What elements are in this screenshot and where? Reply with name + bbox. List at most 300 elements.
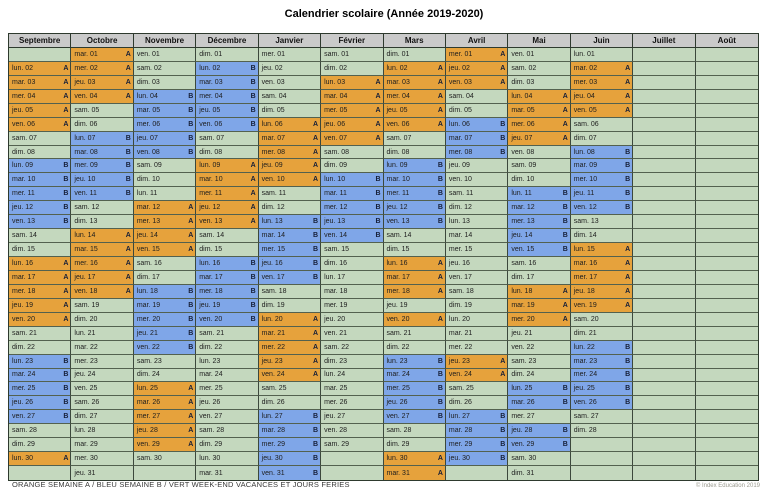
- day-label: dim. 14: [573, 232, 597, 240]
- day-cell: [321, 132, 383, 146]
- day-label: mar. 15: [74, 246, 98, 254]
- day-label: ven. 25: [74, 385, 98, 393]
- week-letter: A: [188, 427, 194, 435]
- day-cell: [384, 215, 446, 229]
- day-label: mar. 12: [511, 204, 535, 212]
- day-label: dim. 12: [261, 204, 285, 212]
- week-letter: A: [500, 64, 506, 72]
- day-cell: [259, 452, 321, 466]
- day-label: mer. 13: [511, 218, 535, 226]
- day-cell: [71, 424, 133, 438]
- day-cell: [508, 48, 570, 62]
- day-cell: [71, 48, 133, 62]
- day-cell: [9, 355, 71, 369]
- week-letter: B: [625, 204, 631, 212]
- day-label: dim. 29: [386, 441, 410, 449]
- day-label: mer. 11: [386, 190, 410, 198]
- week-letter: B: [437, 385, 443, 393]
- day-cell: [9, 243, 71, 257]
- day-cell: [696, 90, 758, 104]
- day-cell: [571, 410, 633, 424]
- day-label: ven. 17: [448, 273, 472, 281]
- day-label: jeu. 07: [136, 134, 158, 142]
- day-label: sam. 06: [573, 120, 599, 128]
- day-cell: [696, 187, 758, 201]
- day-cell: [696, 215, 758, 229]
- day-cell: [446, 438, 508, 452]
- day-cell: [384, 369, 446, 383]
- day-label: jeu. 16: [261, 259, 283, 267]
- day-label: dim. 17: [511, 273, 535, 281]
- week-letter: B: [313, 232, 319, 240]
- day-label: ven. 13: [199, 218, 223, 226]
- day-cell: [446, 410, 508, 424]
- day-cell: [384, 285, 446, 299]
- day-cell: [196, 90, 258, 104]
- day-label: jeu. 06: [324, 120, 346, 128]
- week-letter: B: [562, 232, 568, 240]
- week-letter: B: [562, 190, 568, 198]
- day-label: dim. 03: [511, 78, 535, 86]
- day-cell: [71, 132, 133, 146]
- day-cell: [71, 159, 133, 173]
- month-header-janvier: Janvier: [259, 34, 321, 48]
- day-cell: [508, 201, 570, 215]
- day-label: jeu. 14: [136, 232, 158, 240]
- day-label: mar. 10: [386, 176, 410, 184]
- day-label: ven. 22: [136, 343, 160, 351]
- day-label: ven. 22: [511, 343, 535, 351]
- day-label: lun. 24: [324, 371, 346, 379]
- day-cell: [384, 146, 446, 160]
- day-cell: [384, 452, 446, 466]
- day-cell: [696, 229, 758, 243]
- day-cell: [571, 201, 633, 215]
- week-letter: A: [188, 204, 194, 212]
- day-label: dim. 28: [573, 427, 597, 435]
- day-label: jeu. 11: [573, 190, 595, 198]
- day-label: ven. 13: [12, 218, 35, 226]
- day-label: dim. 24: [136, 371, 160, 379]
- day-cell: [134, 327, 196, 341]
- day-cell: [259, 62, 321, 76]
- week-letter: A: [188, 385, 194, 393]
- day-cell: [633, 424, 695, 438]
- day-cell: [196, 215, 258, 229]
- day-cell: [384, 341, 446, 355]
- day-cell: [259, 257, 321, 271]
- day-label: sam. 23: [511, 357, 537, 365]
- day-cell: [196, 271, 258, 285]
- day-label: jeu. 30: [448, 455, 470, 463]
- week-letter: A: [250, 162, 256, 170]
- day-label: lun. 23: [12, 357, 34, 365]
- day-cell: [633, 229, 695, 243]
- day-label: dim. 22: [386, 343, 410, 351]
- week-letter: B: [125, 176, 131, 184]
- week-letter: B: [437, 413, 443, 421]
- day-cell: [259, 229, 321, 243]
- day-label: mer. 08: [261, 148, 286, 156]
- day-label: jeu. 28: [136, 427, 158, 435]
- day-cell: [259, 48, 321, 62]
- day-label: mar. 03: [12, 78, 36, 86]
- day-label: mar. 28: [448, 427, 473, 435]
- week-letter: A: [63, 92, 69, 100]
- day-cell: [446, 201, 508, 215]
- week-letter: B: [63, 204, 69, 212]
- calendar-grid: [8, 33, 759, 481]
- day-label: sam. 04: [448, 92, 474, 100]
- month-header-septembre: Septembre: [9, 34, 71, 48]
- day-cell: [696, 382, 758, 396]
- day-label: ven. 24: [448, 371, 472, 379]
- day-cell: [571, 355, 633, 369]
- day-cell: [134, 396, 196, 410]
- day-cell: [696, 285, 758, 299]
- day-cell: [633, 410, 695, 424]
- day-cell: [196, 173, 258, 187]
- day-cell: [196, 201, 258, 215]
- day-cell: [196, 382, 258, 396]
- day-label: sam. 16: [136, 259, 162, 267]
- week-letter: A: [625, 301, 631, 309]
- week-letter: A: [313, 357, 319, 365]
- day-label: mar. 08: [74, 148, 98, 156]
- day-label: sam. 25: [448, 385, 474, 393]
- week-letter: B: [188, 92, 194, 100]
- month-header-aout: Août: [696, 34, 758, 48]
- day-label: ven. 27: [386, 413, 410, 421]
- day-cell: [446, 271, 508, 285]
- week-letter: A: [125, 64, 131, 72]
- day-label: dim. 29: [199, 441, 223, 449]
- day-cell: [196, 396, 258, 410]
- day-cell: [696, 313, 758, 327]
- day-label: mar. 17: [12, 273, 36, 281]
- legend-text: ORANGE SEMAINE A / BLEU SEMAINE B / VERT WEEK-END VACANCES ET JOURS FERIES: [12, 480, 350, 489]
- day-label: mer. 08: [448, 148, 473, 156]
- day-cell: [321, 382, 383, 396]
- day-cell: [508, 327, 570, 341]
- week-letter: B: [188, 134, 194, 142]
- day-label: lun. 27: [448, 413, 470, 421]
- day-label: dim. 01: [386, 50, 410, 58]
- day-cell: [384, 62, 446, 76]
- week-letter: A: [500, 50, 506, 58]
- week-letter: B: [562, 385, 568, 393]
- day-cell: [696, 76, 758, 90]
- day-label: mar. 23: [573, 357, 598, 365]
- day-label: lun. 17: [324, 273, 346, 281]
- day-label: mer. 02: [74, 64, 98, 72]
- day-cell: [196, 48, 258, 62]
- week-letter: B: [313, 455, 319, 463]
- day-cell: [71, 327, 133, 341]
- day-label: dim. 03: [136, 78, 160, 86]
- day-label: ven. 10: [448, 176, 472, 184]
- day-label: mer. 17: [573, 273, 598, 281]
- day-cell: [134, 271, 196, 285]
- day-label: lun. 09: [12, 162, 34, 170]
- week-letter: B: [125, 148, 131, 156]
- day-label: lun. 10: [324, 176, 346, 184]
- day-label: jeu. 09: [448, 162, 470, 170]
- week-letter: A: [375, 106, 381, 114]
- day-cell: [259, 410, 321, 424]
- day-cell: [508, 243, 570, 257]
- day-label: ven. 19: [573, 301, 597, 309]
- day-cell: [633, 466, 695, 480]
- week-letter: A: [313, 315, 319, 323]
- day-label: lun. 16: [12, 259, 34, 267]
- day-cell: [633, 452, 695, 466]
- day-label: mar. 07: [448, 134, 473, 142]
- week-letter: A: [562, 315, 568, 323]
- day-cell: [196, 313, 258, 327]
- week-letter: A: [562, 120, 568, 128]
- day-cell: [508, 369, 570, 383]
- week-letter: B: [562, 399, 568, 407]
- day-cell: [259, 299, 321, 313]
- day-cell: [71, 452, 133, 466]
- day-label: mer. 16: [74, 259, 98, 267]
- week-letter: A: [63, 259, 69, 267]
- week-letter: A: [125, 50, 131, 58]
- day-cell: [71, 382, 133, 396]
- day-cell: [71, 201, 133, 215]
- day-cell: [9, 313, 71, 327]
- month-header-octobre: Octobre: [71, 34, 133, 48]
- week-letter: A: [250, 176, 256, 184]
- week-letter: A: [562, 106, 568, 114]
- day-cell: [633, 341, 695, 355]
- week-letter: A: [375, 134, 381, 142]
- day-cell: [446, 285, 508, 299]
- day-cell: [321, 271, 383, 285]
- day-cell: [508, 355, 570, 369]
- day-cell: [71, 243, 133, 257]
- day-label: dim. 27: [74, 413, 98, 421]
- week-letter: A: [625, 78, 631, 86]
- day-cell: [196, 466, 258, 480]
- day-label: sam. 07: [199, 134, 225, 142]
- day-label: mer. 23: [74, 357, 98, 365]
- day-label: mar. 24: [12, 371, 36, 379]
- day-label: mar. 14: [261, 232, 286, 240]
- day-cell: [196, 410, 258, 424]
- day-label: jeu. 27: [324, 413, 346, 421]
- week-letter: B: [313, 441, 319, 449]
- day-cell: [134, 201, 196, 215]
- day-label: mar. 25: [324, 385, 348, 393]
- day-label: mar. 16: [573, 259, 598, 267]
- day-label: jeu. 24: [74, 371, 96, 379]
- day-cell: [384, 173, 446, 187]
- week-letter: A: [63, 287, 69, 295]
- day-cell: [571, 118, 633, 132]
- day-cell: [571, 257, 633, 271]
- day-cell: [9, 62, 71, 76]
- week-letter: A: [625, 259, 631, 267]
- week-letter: B: [625, 357, 631, 365]
- day-label: lun. 09: [386, 162, 408, 170]
- day-label: ven. 01: [136, 50, 160, 58]
- day-label: dim. 22: [199, 343, 223, 351]
- day-cell: [384, 299, 446, 313]
- week-letter: B: [625, 385, 631, 393]
- day-label: sam. 01: [324, 50, 349, 58]
- day-label: dim. 15: [12, 246, 35, 254]
- day-cell: [196, 299, 258, 313]
- day-label: dim. 24: [511, 371, 535, 379]
- week-letter: A: [313, 176, 319, 184]
- day-cell: [71, 271, 133, 285]
- day-cell: [696, 341, 758, 355]
- day-cell: [446, 396, 508, 410]
- week-letter: B: [500, 148, 506, 156]
- day-label: ven. 21: [324, 329, 348, 337]
- day-label: sam. 23: [136, 357, 162, 365]
- day-cell: [321, 62, 383, 76]
- day-label: sam. 08: [324, 148, 349, 156]
- day-label: dim. 17: [136, 273, 160, 281]
- day-cell: [508, 187, 570, 201]
- day-label: mer. 27: [136, 413, 161, 421]
- day-cell: [321, 76, 383, 90]
- day-label: sam. 21: [12, 329, 37, 337]
- week-letter: A: [250, 218, 256, 226]
- day-cell: [384, 187, 446, 201]
- day-cell: [9, 327, 71, 341]
- week-letter: B: [188, 315, 194, 323]
- week-letter: A: [250, 190, 256, 198]
- day-label: lun. 30: [12, 455, 34, 463]
- day-cell: [9, 382, 71, 396]
- week-letter: B: [188, 343, 194, 351]
- day-cell: [571, 132, 633, 146]
- day-label: dim. 23: [324, 357, 348, 365]
- day-cell: [134, 146, 196, 160]
- day-cell: [196, 243, 258, 257]
- day-label: ven. 26: [573, 399, 597, 407]
- week-letter: B: [63, 162, 69, 170]
- day-label: jeu. 25: [573, 385, 595, 393]
- day-cell: [571, 396, 633, 410]
- day-cell: [508, 159, 570, 173]
- day-cell: [9, 257, 71, 271]
- day-cell: [134, 285, 196, 299]
- day-label: jeu. 28: [511, 427, 533, 435]
- week-letter: B: [437, 218, 443, 226]
- day-cell: [446, 159, 508, 173]
- day-label: ven. 03: [448, 78, 472, 86]
- day-cell: [384, 410, 446, 424]
- day-cell: [71, 90, 133, 104]
- day-cell: [508, 104, 570, 118]
- day-cell: [9, 118, 71, 132]
- day-label: mar. 26: [136, 399, 161, 407]
- day-cell: [508, 118, 570, 132]
- week-letter: B: [63, 385, 69, 393]
- day-cell: [384, 48, 446, 62]
- day-cell: [134, 369, 196, 383]
- day-label: ven. 04: [74, 92, 98, 100]
- day-label: ven. 03: [261, 78, 285, 86]
- week-letter: B: [313, 246, 319, 254]
- week-letter: A: [125, 287, 131, 295]
- day-cell: [633, 369, 695, 383]
- week-letter: A: [625, 92, 631, 100]
- day-label: dim. 15: [386, 246, 410, 254]
- day-label: mar. 11: [324, 190, 347, 198]
- week-letter: A: [375, 78, 381, 86]
- day-label: mar. 24: [386, 371, 410, 379]
- week-letter: B: [188, 120, 194, 128]
- day-label: jeu. 05: [199, 106, 221, 114]
- day-cell: [446, 313, 508, 327]
- day-cell: [384, 201, 446, 215]
- day-label: mer. 11: [199, 190, 223, 198]
- day-label: jeu. 17: [74, 273, 96, 281]
- day-cell: [446, 48, 508, 62]
- day-cell: [259, 313, 321, 327]
- day-cell: [321, 438, 383, 452]
- day-label: lun. 20: [448, 315, 470, 323]
- day-label: mar. 02: [573, 64, 598, 72]
- day-label: ven. 15: [136, 246, 160, 254]
- day-cell: [71, 104, 133, 118]
- week-letter: A: [313, 120, 319, 128]
- day-cell: [196, 341, 258, 355]
- day-label: jeu. 23: [261, 357, 283, 365]
- day-cell: [384, 396, 446, 410]
- day-cell: [71, 187, 133, 201]
- day-cell: [259, 341, 321, 355]
- day-label: sam. 09: [136, 162, 162, 170]
- day-label: mer. 12: [324, 204, 348, 212]
- week-letter: B: [250, 64, 256, 72]
- day-label: jeu. 05: [386, 106, 408, 114]
- week-letter: A: [188, 399, 194, 407]
- day-cell: [633, 313, 695, 327]
- week-letter: B: [625, 343, 631, 351]
- day-cell: [321, 48, 383, 62]
- day-cell: [633, 159, 695, 173]
- day-label: ven. 14: [324, 232, 348, 240]
- week-letter: B: [63, 371, 69, 379]
- day-label: mar. 17: [199, 273, 223, 281]
- day-cell: [633, 48, 695, 62]
- day-cell: [571, 341, 633, 355]
- day-cell: [134, 466, 196, 480]
- day-label: dim. 29: [12, 441, 35, 449]
- day-cell: [633, 299, 695, 313]
- day-cell: [384, 90, 446, 104]
- week-letter: B: [500, 427, 506, 435]
- day-label: lun. 15: [573, 246, 595, 254]
- day-label: lun. 30: [386, 455, 408, 463]
- day-label: mer. 20: [136, 315, 161, 323]
- day-label: mer. 18: [386, 287, 410, 295]
- day-cell: [633, 132, 695, 146]
- day-cell: [446, 76, 508, 90]
- week-letter: A: [63, 120, 69, 128]
- week-letter: A: [63, 64, 69, 72]
- day-cell: [384, 243, 446, 257]
- week-letter: B: [625, 176, 631, 184]
- day-cell: [196, 424, 258, 438]
